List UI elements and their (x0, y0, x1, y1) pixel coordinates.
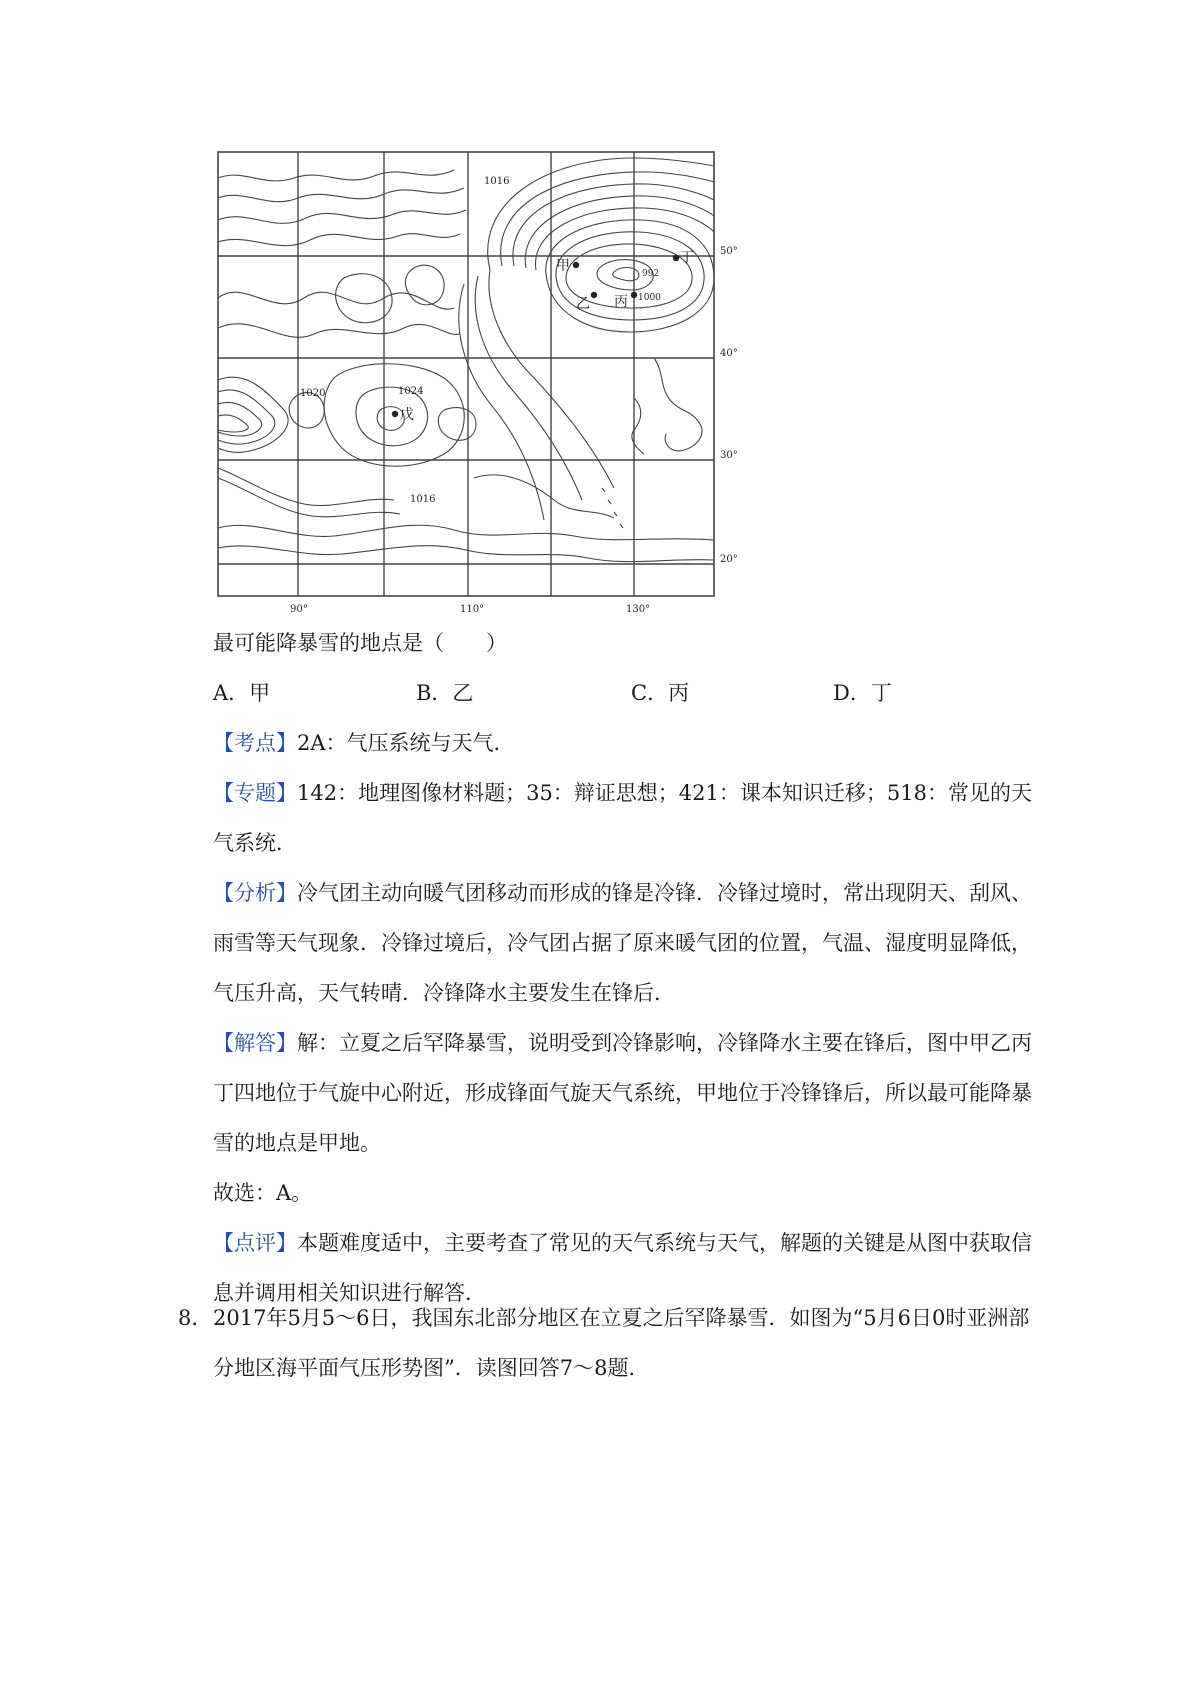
point-wu-label: 戊 (400, 407, 414, 423)
option-c[interactable]: C．丙 (631, 681, 690, 705)
point-ding-label: 丁 (680, 250, 694, 266)
point-bing-marker (631, 292, 637, 298)
option-d[interactable]: D．丁 (833, 681, 892, 705)
jieda-text: 解：立夏之后罕降暴雪，说明受到冷锋影响，冷锋降水主要在锋后，图中甲乙丙丁四地位于气旋中心附近，形成锋面气旋天气系统，甲地位于冷锋锋后，所以最可能降暴雪的地点是甲地。 (213, 1031, 1032, 1155)
dianping-tag: 【点评】 (213, 1231, 297, 1255)
point-bing-label: 丙 (614, 294, 628, 310)
kaodian-tag: 【考点】 (213, 731, 297, 755)
zhuanti-text: 142：地理图像材料题；35：辩证思想；421：课本知识迁移；518：常见的天气系统． (213, 781, 1032, 855)
point-ding-marker (673, 255, 679, 261)
lat-label-30: 30° (720, 450, 738, 461)
fenxi-section (213, 868, 1033, 1018)
isobar-label-1024: 1024 (398, 386, 424, 397)
question-8 (178, 1293, 1038, 1393)
point-yi-marker (591, 292, 597, 298)
lat-label-50: 50° (720, 246, 738, 257)
kaodian-text: 2A：气压系统与天气． (297, 731, 515, 755)
fenxi-text: 冷气团主动向暖气团移动而形成的锋是冷锋．冷锋过境时，常出现阴天、刮风、雨雪等天气现象．冷锋过境后，冷气团占据了原来暖气团的位置，气温、湿度明显降低，气压升高，天气转晴．冷锋降水主要发生在锋后． (213, 881, 1032, 1005)
isobar-label-992: 992 (642, 269, 660, 279)
answer-options (213, 668, 1013, 718)
jieda-section (213, 1018, 1033, 1168)
option-b[interactable]: B．乙 (416, 681, 474, 705)
lat-label-20: 20° (720, 554, 738, 565)
point-wu-marker (392, 411, 398, 417)
question-8-number: 8． (178, 1306, 213, 1330)
answer-choice: 故选：A。 (213, 1181, 313, 1205)
question-stem: 最可能降暴雪的地点是（ ） (213, 631, 507, 655)
zhuanti-section (213, 768, 1033, 868)
isobar-label-1016-top: 1016 (484, 176, 510, 187)
point-jia-marker (573, 262, 579, 268)
lon-label-90: 90° (290, 604, 308, 615)
isobar-label-1020: 1020 (300, 388, 326, 399)
isobar-map (214, 148, 780, 618)
option-a[interactable]: A．甲 (213, 681, 271, 705)
point-jia-label: 甲 (556, 258, 570, 274)
question-8-text: 2017年5月5～6日，我国东北部分地区在立夏之后罕降暴雪．如图为“5月6日0时亚洲部分地区海平面气压形势图”．读图回答7～8题． (213, 1306, 1030, 1380)
isobar-label-1016-bottom: 1016 (410, 494, 436, 505)
dianping-text: 本题难度适中，主要考查了常见的天气系统与天气，解题的关键是从图中获取信息并调用相关知识进行解答． (213, 1231, 1032, 1305)
fenxi-tag: 【分析】 (213, 881, 297, 905)
lon-label-110: 110° (460, 604, 485, 615)
point-yi-label: 乙 (576, 296, 590, 312)
lat-label-40: 40° (720, 348, 738, 359)
kaodian-section (213, 718, 1033, 768)
jieda-tag: 【解答】 (213, 1031, 297, 1055)
lon-label-130: 130° (626, 604, 651, 615)
isobar-label-1000: 1000 (638, 293, 661, 303)
zhuanti-tag: 【专题】 (213, 781, 297, 805)
